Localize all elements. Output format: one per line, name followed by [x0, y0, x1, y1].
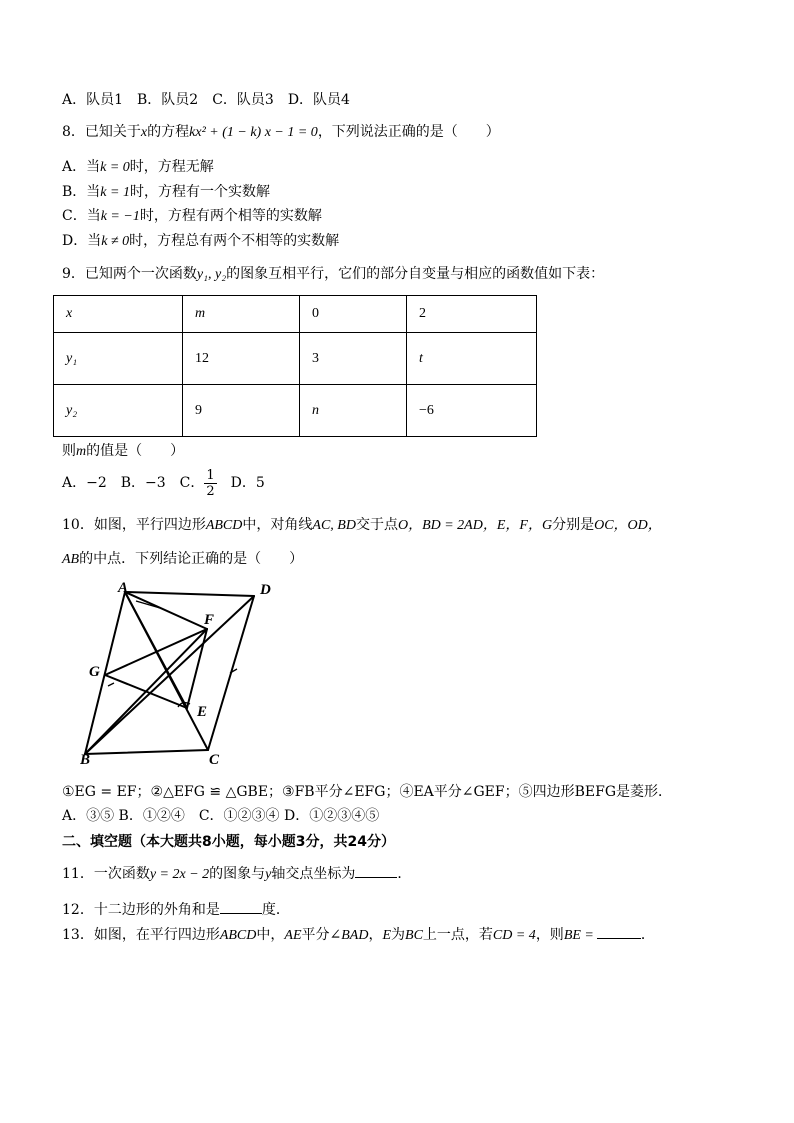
answer-blank[interactable] — [220, 913, 262, 914]
table-cell: n — [300, 385, 407, 437]
table-row — [54, 333, 537, 385]
point-label-a: A — [118, 580, 129, 596]
table-cell: −6 — [407, 385, 537, 437]
point-label-e: E — [197, 704, 208, 720]
fraction-one-half: $\frac{1}{2}$ — [206, 467, 215, 499]
table-cell: y₁ — [54, 333, 183, 385]
table-cell: t — [407, 333, 537, 385]
table-cell: x — [54, 296, 183, 333]
q8-stem: 8．已知关于x的方程kx² + (1 − k) x − 1 = 0，下列说法正确的是（ ） — [62, 124, 500, 140]
q8-option-c: C．当k = −1时，方程有两个相等的实数解 — [62, 208, 322, 224]
q10-options: A．③⑤ B．①②④ C．①②③④ D．①②③④⑤ — [62, 808, 380, 824]
q9-stem: 9．已知两个一次函数y₁, y₂的图象互相平行，它们的部分自变量与相应的函数值如下表： — [62, 266, 605, 282]
table-cell: 9 — [183, 385, 300, 437]
table-row — [54, 385, 537, 437]
table-cell: 0 — [300, 296, 407, 333]
q12-stem: 12．十二边形的外角和是 度． — [62, 902, 290, 918]
point-label-g: G — [89, 664, 100, 680]
table-cell: m — [183, 296, 300, 333]
q8-equation: kx² + (1 − k) x − 1 = 0 — [189, 125, 318, 140]
table-row — [54, 296, 537, 333]
q11-stem: 11．一次函数y = 2x − 2的图象与y轴交点坐标为 ． — [62, 866, 412, 882]
q8-option-d: D．当k ≠ 0时，方程总有两个不相等的实数解 — [62, 233, 340, 249]
point-label-c: C — [209, 752, 220, 764]
q10-parallelogram-figure — [80, 578, 280, 764]
q9-value-table — [53, 295, 537, 437]
point-label-d: D — [260, 582, 271, 598]
section-2-title: 二、填空题（本大题共8小题，每小题3分，共24分） — [62, 834, 395, 850]
table-cell: 2 — [407, 296, 537, 333]
table-cell: 3 — [300, 333, 407, 385]
q13-stem: 13．如图，在平行四边形ABCD中，AE平分∠BAD，E为BC上一点，若CD = 4，则BE = ． — [62, 927, 655, 943]
table-cell: y₂ — [54, 385, 183, 437]
q10-stem-line2: AB的中点．下列结论正确的是（ ） — [62, 551, 304, 567]
answer-blank[interactable] — [597, 938, 641, 939]
answer-blank[interactable] — [355, 877, 397, 878]
q7-options: A．队员1 B．队员2 C．队员3 D．队员4 — [62, 92, 350, 108]
q9-options: A．−2 B．−3 C． $\frac{1}{2}$ D．5 — [62, 467, 265, 499]
table-cell: 12 — [183, 333, 300, 385]
q8-option-b: B．当k = 1时，方程有一个实数解 — [62, 184, 270, 200]
q10-conclusions: ①EG = EF；②△EFG ≌ △GBE；③FB平分∠EFG；④EA平分∠GEF；⑤四边形BEFG是菱形． — [62, 784, 673, 800]
point-label-f: F — [204, 612, 215, 628]
point-label-b: B — [80, 752, 91, 764]
q10-stem-line1: 10．如图，平行四边形ABCD中，对角线AC, BD交于点O，BD = 2AD，E，F，G分别是OC，OD， — [62, 517, 662, 533]
q8-option-a: A．当k = 0时，方程无解 — [62, 159, 214, 175]
q9-question: 则m的值是（ ） — [62, 443, 185, 459]
